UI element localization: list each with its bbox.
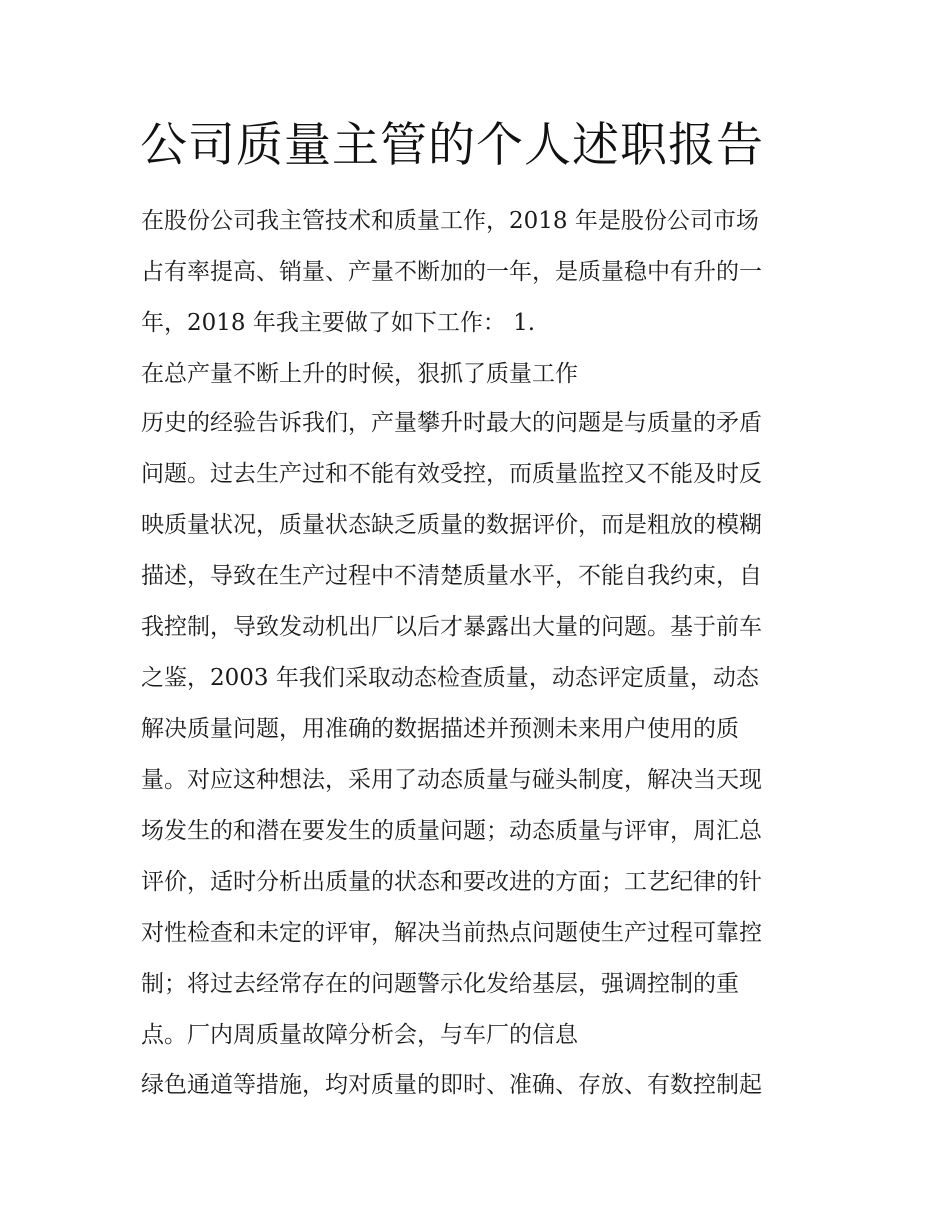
- body-line: 量。对应这种想法，采用了动态质量与碰头制度，解决当天现: [141, 767, 762, 793]
- body-line: 点。厂内周质量故障分析会，与车厂的信息: [141, 1022, 578, 1048]
- body-line: 在总产量不断上升的时候，狠抓了质量工作: [141, 361, 578, 387]
- body-line: 描述，导致在生产过程中不清楚质量水平，不能自我约束，自: [141, 563, 762, 589]
- body-line: 映质量状况，质量状态缺乏质量的数据评价，而是粗放的模糊: [141, 512, 762, 538]
- body-line: 制；将过去经常存在的问题警示化发给基层，强调控制的重: [141, 971, 739, 997]
- body-line: 绿色通道等措施，均对质量的即时、准确、存放、有数控制起: [141, 1072, 762, 1098]
- body-line: 对性检查和未定的评审，解决当前热点问题使生产过程可靠控: [141, 920, 762, 946]
- body-line: 评价，适时分析出质量的状态和要改进的方面；工艺纪律的针: [141, 869, 762, 895]
- body-line: 在股份公司我主管技术和质量工作，2018 年是股份公司市场: [141, 208, 759, 234]
- body-line: 占有率提高、销量、产量不断加的一年，是质量稳中有升的一: [141, 259, 762, 285]
- body-line: 之鉴，2003 年我们采取动态检查质量，动态评定质量，动态: [141, 665, 759, 691]
- body-line: 年，2018 年我主要做了如下工作： 1.: [141, 310, 536, 336]
- body-line: 解决质量问题，用准确的数据描述并预测未来用户使用的质: [141, 716, 739, 742]
- body-line: 我控制，导致发动机出厂以后才暴露出大量的问题。基于前车: [141, 614, 762, 640]
- document-title: 公司质量主管的个人述职报告: [140, 118, 764, 173]
- body-line: 历史的经验告诉我们，产量攀升时最大的问题是与质量的矛盾: [141, 410, 762, 436]
- body-line: 场发生的和潜在要发生的质量问题；动态质量与评审，周汇总: [141, 818, 762, 844]
- body-line: 问题。过去生产过和不能有效受控，而质量监控又不能及时反: [141, 461, 762, 487]
